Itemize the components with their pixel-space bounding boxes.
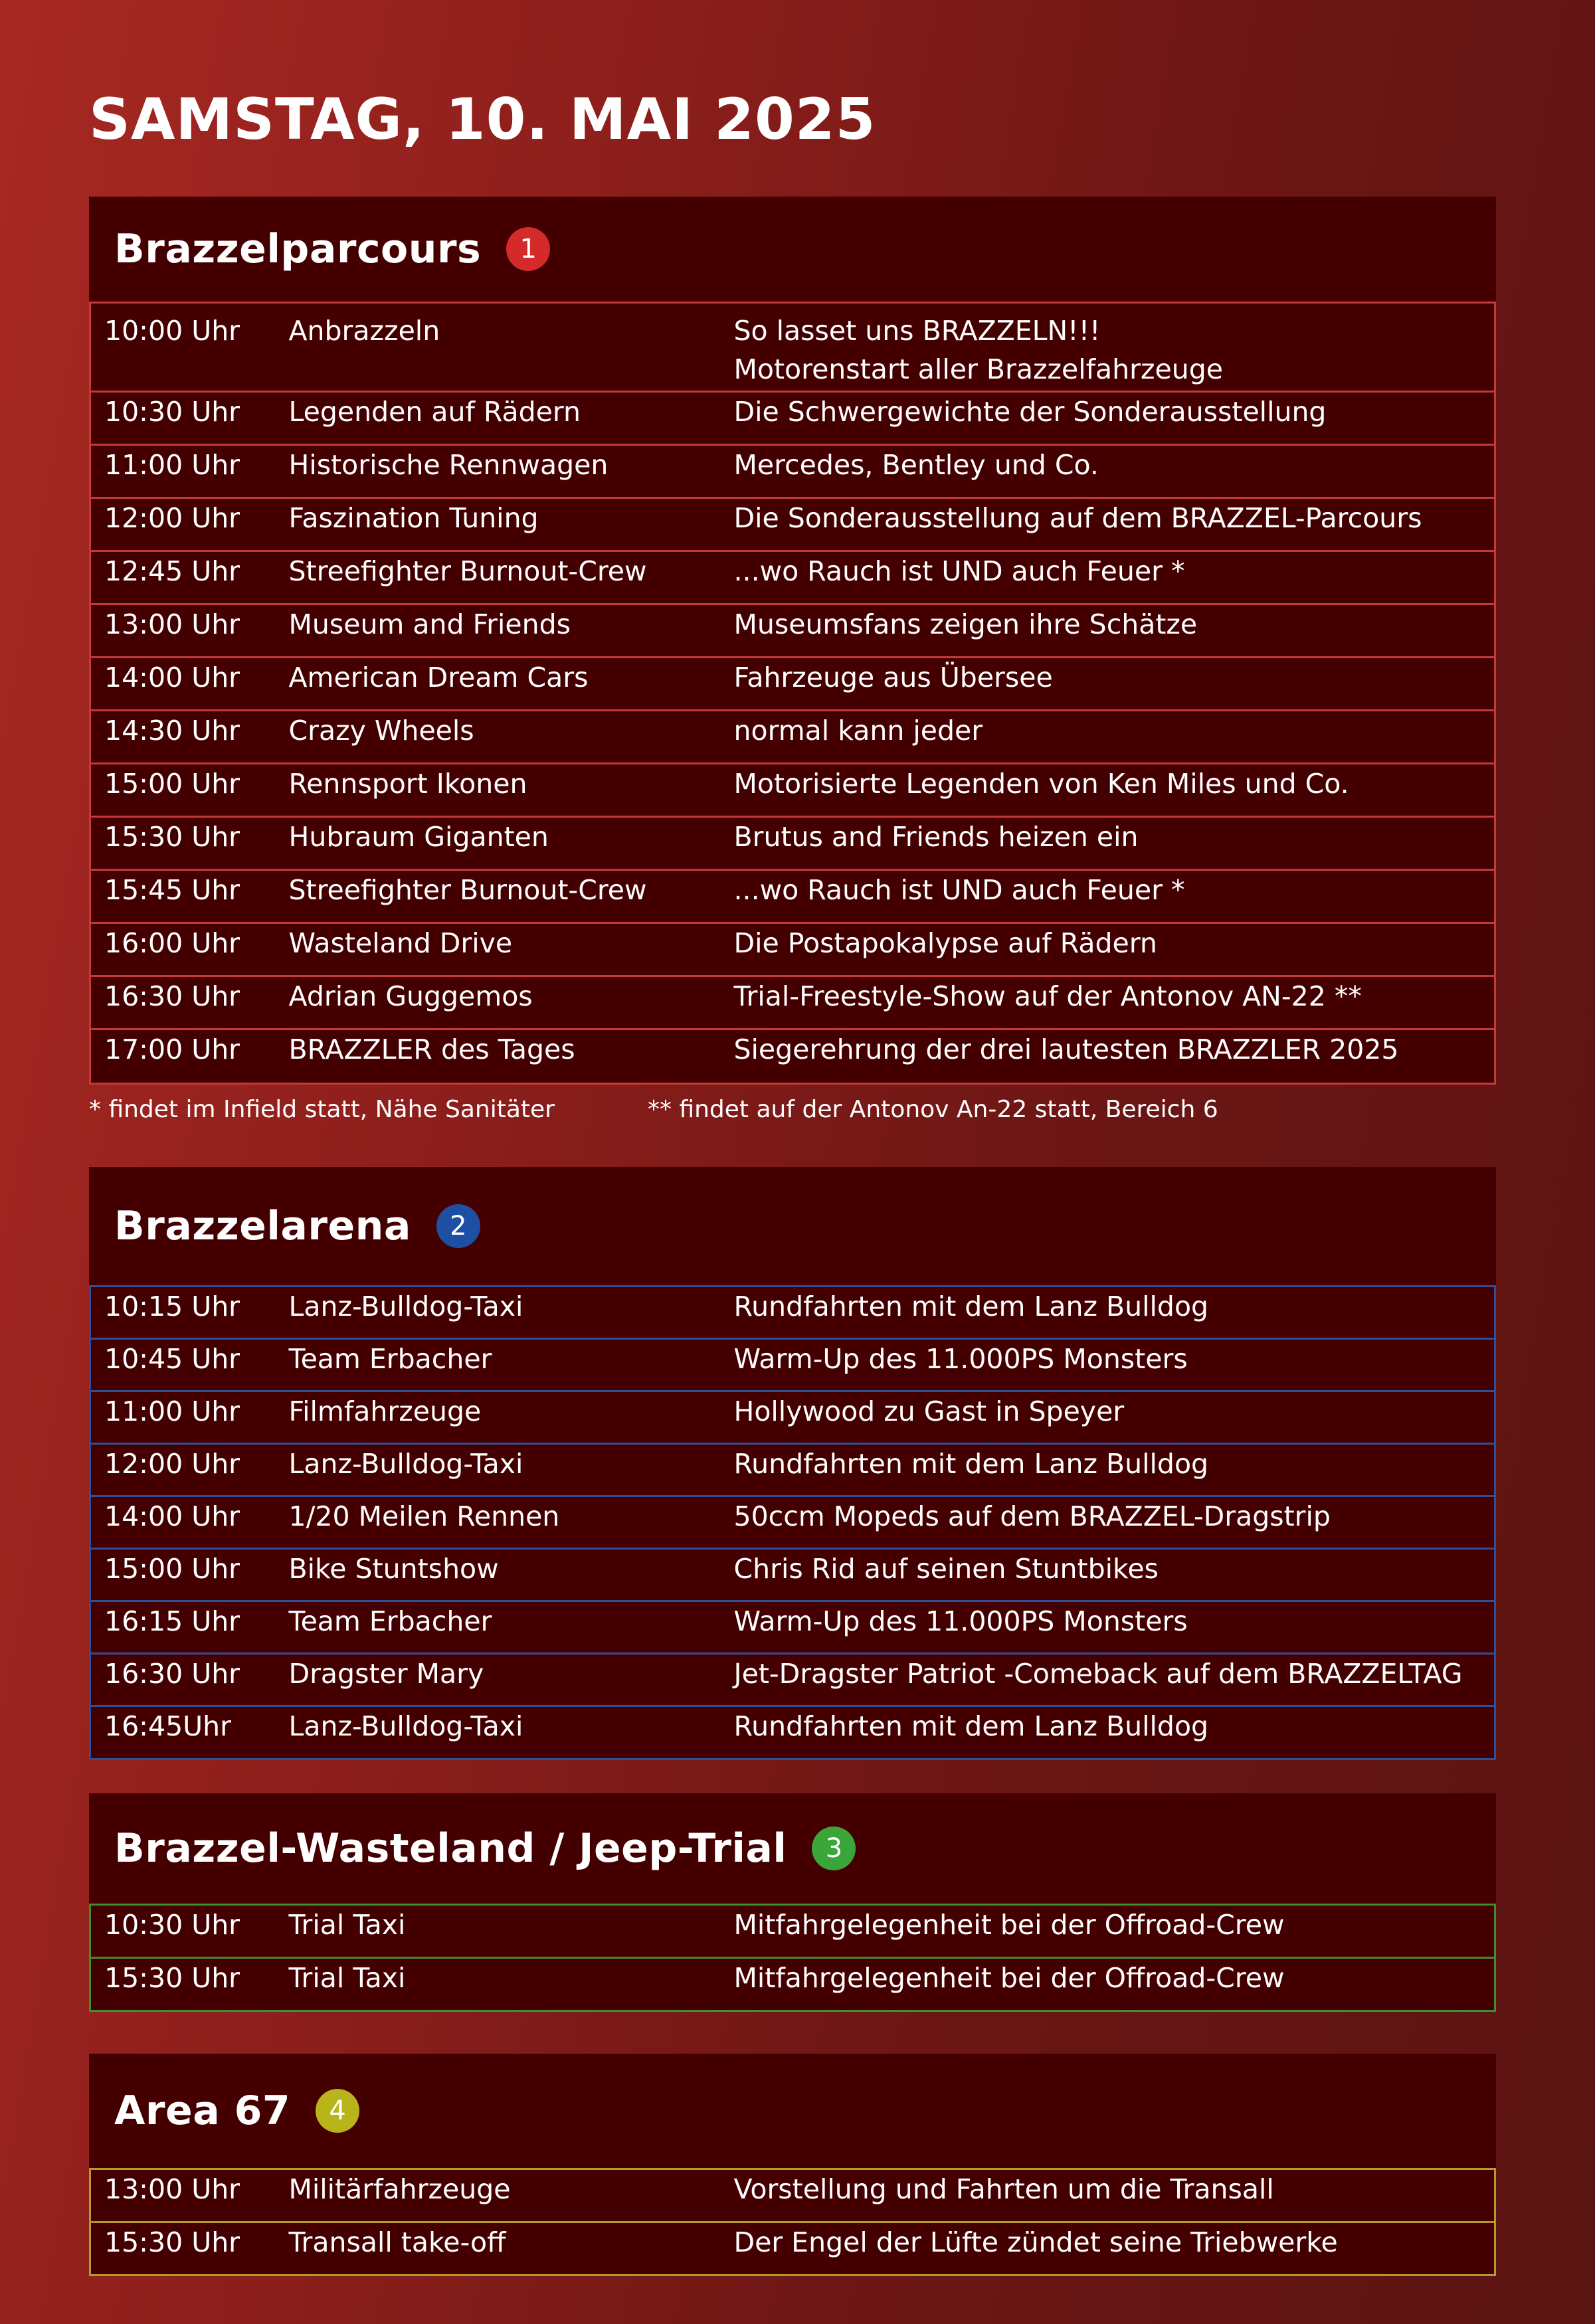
section-number-badge: 4: [316, 2089, 359, 2133]
time-cell: 14:00 Uhr: [90, 1496, 276, 1549]
footnote-antonov: ** findet auf der Antonov An-22 statt, Bereich 6: [648, 1096, 1218, 1123]
name-cell: Faszination Tuning: [276, 498, 721, 551]
description-cell: Brutus and Friends heizen ein: [721, 817, 1495, 870]
table-row: [90, 923, 1495, 976]
section-brazzelparcours: [89, 197, 1496, 1085]
table-row: [90, 604, 1495, 658]
table-row: [90, 1549, 1495, 1601]
table-row: [90, 1905, 1495, 1958]
time-cell: 12:00 Uhr: [90, 1444, 276, 1496]
schedule-table: [89, 302, 1496, 1085]
time-cell: 16:15 Uhr: [90, 1601, 276, 1654]
description-cell: Mitfahrgelegenheit bei der Offroad-Crew: [721, 1905, 1495, 1958]
description-cell: Hollywood zu Gast in Speyer: [721, 1391, 1495, 1444]
table-row: [90, 2222, 1495, 2276]
name-cell: American Dream Cars: [276, 658, 721, 711]
time-cell: 15:00 Uhr: [90, 764, 276, 817]
section-brazzel-wasteland: [89, 1793, 1496, 2012]
description-cell: Siegerehrung der drei lautesten BRAZZLER 2025: [721, 1029, 1495, 1084]
description-cell: Warm-Up des 11.000PS Monsters: [721, 1339, 1495, 1391]
table-row: [90, 1029, 1495, 1084]
table-row: [90, 1601, 1495, 1654]
description-cell: Rundfahrten mit dem Lanz Bulldog: [721, 1287, 1495, 1339]
time-cell: 10:00 Uhr: [90, 303, 276, 392]
time-cell: 16:30 Uhr: [90, 976, 276, 1029]
description-cell: Chris Rid auf seinen Stuntbikes: [721, 1549, 1495, 1601]
name-cell: Lanz-Bulldog-Taxi: [276, 1444, 721, 1496]
name-cell: Filmfahrzeuge: [276, 1391, 721, 1444]
name-cell: Wasteland Drive: [276, 923, 721, 976]
name-cell: Trial Taxi: [276, 1958, 721, 2011]
description-cell: 50ccm Mopeds auf dem BRAZZEL-Dragstrip: [721, 1496, 1495, 1549]
table-row: [90, 1958, 1495, 2011]
time-cell: 10:30 Uhr: [90, 1905, 276, 1958]
section-header: [89, 1167, 1496, 1285]
table-row: [90, 976, 1495, 1029]
name-cell: Museum and Friends: [276, 604, 721, 658]
description-cell: Rundfahrten mit dem Lanz Bulldog: [721, 1444, 1495, 1496]
name-cell: Anbrazzeln: [276, 303, 721, 392]
name-cell: Team Erbacher: [276, 1339, 721, 1391]
description-cell: Mitfahrgelegenheit bei der Offroad-Crew: [721, 1958, 1495, 2011]
description-cell: Rundfahrten mit dem Lanz Bulldog: [721, 1706, 1495, 1759]
time-cell: 12:45 Uhr: [90, 551, 276, 604]
table-row: [90, 870, 1495, 923]
time-cell: 15:30 Uhr: [90, 2222, 276, 2276]
description-cell: Jet-Dragster Patriot -Comeback auf dem BRAZZELTAG: [721, 1654, 1495, 1706]
schedule-table: [89, 2168, 1496, 2276]
name-cell: Crazy Wheels: [276, 711, 721, 764]
description-cell: Trial-Freestyle-Show auf der Antonov AN-22 **: [721, 976, 1495, 1029]
description-cell: Die Schwergewichte der Sonderausstellung: [721, 392, 1495, 445]
table-row: [90, 764, 1495, 817]
table-row: [90, 1654, 1495, 1706]
name-cell: Hubraum Giganten: [276, 817, 721, 870]
table-row: [90, 1391, 1495, 1444]
name-cell: BRAZZLER des Tages: [276, 1029, 721, 1084]
description-cell: Vorstellung und Fahrten um die Transall: [721, 2169, 1495, 2222]
name-cell: Team Erbacher: [276, 1601, 721, 1654]
time-cell: 13:00 Uhr: [90, 604, 276, 658]
time-cell: 10:15 Uhr: [90, 1287, 276, 1339]
time-cell: 15:45 Uhr: [90, 870, 276, 923]
description-cell: Motorisierte Legenden von Ken Miles und Co.: [721, 764, 1495, 817]
time-cell: 16:45Uhr: [90, 1706, 276, 1759]
time-cell: 11:00 Uhr: [90, 1391, 276, 1444]
name-cell: Rennsport Ikonen: [276, 764, 721, 817]
time-cell: 17:00 Uhr: [90, 1029, 276, 1084]
description-cell: ...wo Rauch ist UND auch Feuer *: [721, 551, 1495, 604]
time-cell: 16:00 Uhr: [90, 923, 276, 976]
section-title: Area 67: [114, 2088, 291, 2134]
time-cell: 13:00 Uhr: [90, 2169, 276, 2222]
section-header: [89, 2054, 1496, 2168]
description-cell: normal kann jeder: [721, 711, 1495, 764]
table-row: [90, 658, 1495, 711]
time-cell: 16:30 Uhr: [90, 1654, 276, 1706]
schedule-table: [89, 1285, 1496, 1760]
footnote-infield: * findet im Infield statt, Nähe Sanitäter: [89, 1096, 555, 1123]
schedule-table: [89, 1904, 1496, 2012]
name-cell: Bike Stuntshow: [276, 1549, 721, 1601]
name-cell: Dragster Mary: [276, 1654, 721, 1706]
name-cell: 1/20 Meilen Rennen: [276, 1496, 721, 1549]
time-cell: 10:30 Uhr: [90, 392, 276, 445]
table-row: [90, 498, 1495, 551]
section-title: Brazzelarena: [114, 1203, 411, 1249]
table-row: [90, 1496, 1495, 1549]
time-cell: 11:00 Uhr: [90, 445, 276, 498]
description-cell: Die Sonderausstellung auf dem BRAZZEL-Parcours: [721, 498, 1495, 551]
section-number-badge: 2: [436, 1204, 480, 1248]
description-cell: Museumsfans zeigen ihre Schätze: [721, 604, 1495, 658]
page-title: SAMSTAG, 10. MAI 2025: [89, 86, 876, 153]
description-line: Motorenstart aller Brazzelfahrzeuge: [733, 353, 1223, 385]
section-title: Brazzelparcours: [114, 226, 482, 272]
table-row: [90, 1706, 1495, 1759]
description-cell: Mercedes, Bentley und Co.: [721, 445, 1495, 498]
table-row: [90, 392, 1495, 445]
name-cell: Militärfahrzeuge: [276, 2169, 721, 2222]
table-row: [90, 303, 1495, 392]
description-cell: [721, 303, 1495, 392]
time-cell: 15:00 Uhr: [90, 1549, 276, 1601]
table-row: [90, 711, 1495, 764]
description-cell: Die Postapokalypse auf Rädern: [721, 923, 1495, 976]
name-cell: Transall take-off: [276, 2222, 721, 2276]
name-cell: Historische Rennwagen: [276, 445, 721, 498]
time-cell: 10:45 Uhr: [90, 1339, 276, 1391]
table-row: [90, 551, 1495, 604]
time-cell: 15:30 Uhr: [90, 1958, 276, 2011]
description-line: So lasset uns BRAZZELN!!!: [733, 315, 1101, 347]
section-number-badge: 1: [506, 227, 550, 271]
table-row: [90, 445, 1495, 498]
name-cell: Adrian Guggemos: [276, 976, 721, 1029]
name-cell: Streefighter Burnout-Crew: [276, 870, 721, 923]
table-row: [90, 1287, 1495, 1339]
section-area-67: [89, 2054, 1496, 2276]
section-header: [89, 1793, 1496, 1904]
description-cell: Der Engel der Lüfte zündet seine Triebwerke: [721, 2222, 1495, 2276]
table-row: [90, 1444, 1495, 1496]
name-cell: Streefighter Burnout-Crew: [276, 551, 721, 604]
time-cell: 15:30 Uhr: [90, 817, 276, 870]
description-cell: Fahrzeuge aus Übersee: [721, 658, 1495, 711]
name-cell: Legenden auf Rädern: [276, 392, 721, 445]
time-cell: 12:00 Uhr: [90, 498, 276, 551]
time-cell: 14:00 Uhr: [90, 658, 276, 711]
section-title: Brazzel-Wasteland / Jeep-Trial: [114, 1825, 787, 1872]
time-cell: 14:30 Uhr: [90, 711, 276, 764]
name-cell: Lanz-Bulldog-Taxi: [276, 1287, 721, 1339]
table-row: [90, 1339, 1495, 1391]
name-cell: Lanz-Bulldog-Taxi: [276, 1706, 721, 1759]
section-header: [89, 197, 1496, 302]
section-number-badge: 3: [812, 1827, 856, 1870]
name-cell: Trial Taxi: [276, 1905, 721, 1958]
description-cell: ...wo Rauch ist UND auch Feuer *: [721, 870, 1495, 923]
table-row: [90, 2169, 1495, 2222]
table-row: [90, 817, 1495, 870]
description-cell: Warm-Up des 11.000PS Monsters: [721, 1601, 1495, 1654]
section-brazzelarena: [89, 1167, 1496, 1760]
